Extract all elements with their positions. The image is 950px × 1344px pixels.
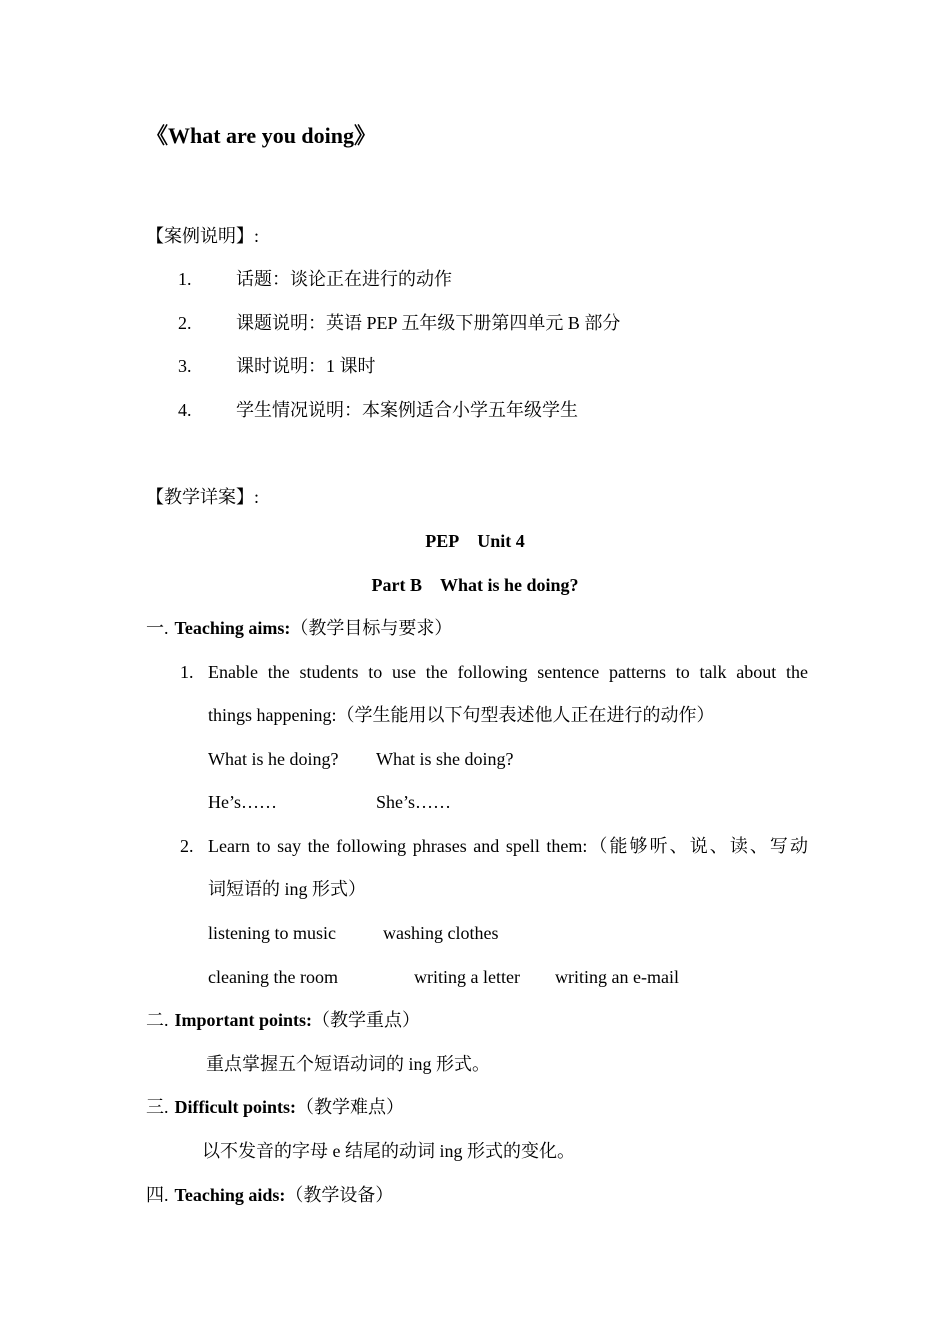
section-number: 三. — [146, 1097, 169, 1117]
section-label: Important points: — [174, 1010, 313, 1030]
section-heading-aids — [146, 1183, 393, 1207]
case-item-text: 课题说明：英语 PEP 五年级下册第四单元 B 部分 — [236, 313, 621, 333]
aim-item-number: 1. — [180, 662, 194, 682]
section-label: Teaching aids: — [174, 1185, 286, 1205]
section-body-text: 重点掌握五个短语动词的 ing 形式。 — [206, 1054, 490, 1074]
phrase: writing a letter — [414, 967, 520, 987]
section-note: （教学重点） — [312, 1010, 421, 1030]
case-item-number: 4. — [178, 400, 192, 420]
sentence-pattern-question: What is he doing? — [208, 749, 339, 769]
case-item-text: 课时说明：1 课时 — [236, 356, 376, 376]
aim-item-text-line: Enable the students to use the following sentence patterns to talk about the — [208, 662, 808, 682]
sentence-pattern-answer: He’s…… — [208, 792, 277, 812]
section-note: （教学目标与要求） — [290, 618, 453, 638]
case-item-number: 3. — [178, 356, 192, 376]
sentence-pattern-answer: She’s…… — [376, 792, 452, 812]
section-note: （教学设备） — [285, 1185, 394, 1205]
phrase: listening to music — [208, 923, 336, 943]
case-item-number: 2. — [178, 313, 192, 333]
section-number: 四. — [146, 1185, 169, 1205]
case-item-number: 1. — [178, 269, 192, 289]
aim-item-text-line: things happening:（学生能用以下句型表述他人正在进行的动作） — [208, 705, 715, 725]
document-title: 《What are you doing》 — [146, 123, 377, 148]
section-label: Teaching aims: — [174, 618, 291, 638]
part-title: Part B What is he doing? — [371, 575, 579, 595]
unit-title: PEP Unit 4 — [425, 531, 525, 551]
case-item-text: 话题：谈论正在进行的动作 — [236, 269, 452, 289]
section-note: （教学难点） — [296, 1097, 404, 1117]
case-description-heading: 【案例说明】: — [146, 226, 260, 246]
phrase: washing clothes — [383, 923, 499, 943]
section-number: 二. — [146, 1010, 169, 1030]
section-body-text: 以不发音的字母 e 结尾的动词 ing 形式的变化。 — [202, 1141, 575, 1161]
section-number: 一. — [146, 618, 169, 638]
phrase: writing an e-mail — [555, 967, 679, 987]
sentence-pattern-question: What is she doing? — [376, 749, 514, 769]
phrase: cleaning the room — [208, 967, 338, 987]
section-heading-important — [146, 1008, 420, 1032]
case-item-text: 学生情况说明：本案例适合小学五年级学生 — [236, 400, 578, 420]
aim-item-text-line: Learn to say the following phrases and spell them:（能够听、说、读、写动 — [208, 836, 808, 856]
section-heading-difficult — [146, 1095, 404, 1119]
section-heading-aims — [146, 616, 452, 640]
teaching-detail-heading: 【教学详案】: — [146, 487, 260, 507]
aim-item-text-line: 词短语的 ing 形式） — [208, 879, 367, 899]
aim-item-number: 2. — [180, 836, 194, 856]
section-label: Difficult points: — [174, 1097, 296, 1117]
